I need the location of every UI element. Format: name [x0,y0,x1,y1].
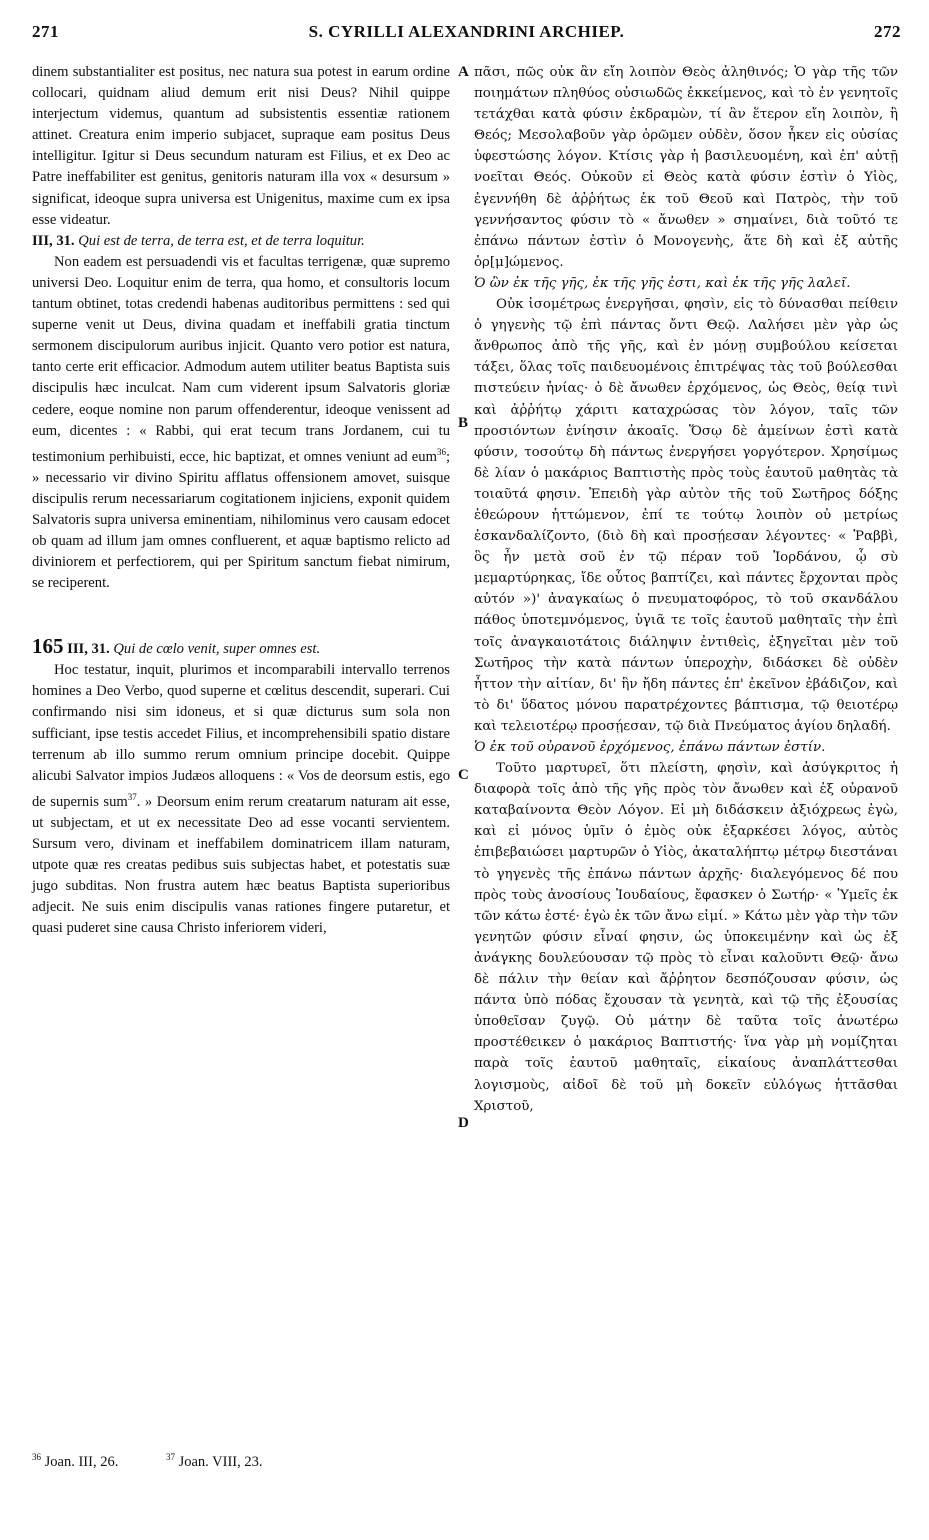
latin-paragraph-3-cont: . » Deorsum enim rerum creatarum naturam ait esse, ut subjectam, et ut ex necessitate Deo ad esse vocanti servientem. Sursum vero, divinam et ineffabilem dominatricem illam naturam, utpote quæ res creatas pedibus suis subjectas habet, et potestatis suæ jugo subditas. Non frustra autem hæc beatus Baptista superioribus adjecit. Ne suis enim discipulis vanas rationes fingere putaretur, et quasi puderet sine causa Christo inferiorem videri, [32,793,450,937]
page-number-left: 271 [32,22,59,41]
margin-letter-b: B [458,415,469,431]
latin-heading-1-ref: III, 31. [32,232,75,249]
footnote-36-text: Joan. III, 26. [44,1453,119,1470]
latin-heading-1 [32,231,450,252]
margin-letter-d: D [458,1115,469,1131]
latin-heading-1-text: Qui est de terra, de terra est, et de terra loquitur. [78,232,365,249]
greek-paragraph-3: Τοῦτο μαρτυρεῖ, ὅτι πλείστη, φησὶν, καὶ ἀσύγκριτος ἡ διαφορὰ τοῖς ἀπὸ τῆς γῆς πρὸς τὸν ἄνωθεν καὶ ἐξ οὐρανοῦ καταβαίνοντα Θεὸν Λόγον. Εἰ μὴ διδάσκειν ἀξιόχρεως ἐγὼ, καὶ εἰ μόνος ὑμῖν ὁ ἐμὸς οὐκ ἐξαρκέσει λόγος, αὐτὸς ἐπιβεβαιώσει μαρτυρῶν ὁ Υἱὸς, ἀκαταλήπτῳ μέτρῳ διεστάναι τὸ γηγενὲς τῆς ἐπάνω πάντων ἀρχῆς· διαλεγόμενος δέ που πρὸς τοὺς ἀνοσίους Ἰουδαίους, ἔφασκεν ὁ Σωτήρ· « Ὑμεῖς ἐκ τῶν κάτω ἐστέ· ἐγὼ ἐκ τῶν ἄνω εἰμί. » Κάτω μὲν γὰρ τὴν τῶν γενητῶν φύσιν εἶναί φησιν, ὡς ὑποκειμένην καὶ ὡς ἐξ ἀνάγκης δουλεύουσαν τῷ πρὸς τὸ εἶναι καλοῦντι Θεῷ· ἄνω δὲ πάλιν τὴν θείαν καὶ ἄῤῥητον δεσπόζουσαν φύσιν, ὡς πάντα ὑπὸ πόδας ἔχουσαν τὰ γενητὰ, καὶ τῷ τῆς ἐξουσίας ὑποθεῖσαν ζυγῷ. Οὐ μάτην δὲ ταῦτα τοῖς ἀνωτέρω προστέθεικεν ὁ μακάριος Βαπτιστής· ἵνα γὰρ μὴ νομίζηται παρὰ τοῖς ἑαυτοῦ μαθηταῖς, εἰκαίους ἀναπλάττεσθαι λογισμοὺς, αἰδοῖ δὲ τοῦ μὴ δοκεῖν εὐλόγως ἡττᾶσθαι Χριστοῦ, [474,761,898,1114]
latin-heading-2 [32,636,450,660]
running-title: S. CYRILLI ALEXANDRINI ARCHIEP. [308,22,625,41]
latin-paragraph-1: dinem substantialiter est positus, nec natura sua potest in earum ordine collocari, quidnam aliud demum erit nisi Deus? Nihil quippe interjectum videmus, quantum ad subsistentis essentiæ rationem attinet. Creatura enim imperio subjacet, supraque eam positus Deus intelligitur. Igitur si Deus secundum naturam est Filius, et ex Deo ac Patre ineffabiliter est genitus, genitoris naturam illa vox « desursum » significat, ideoque supra universa est Unigenitus, maxime cum ex ipsa esse videatur. [32,64,450,228]
section-gap [32,594,450,636]
latin-paragraph-3-text: Hoc testatur, inquit, plurimos et incomparabili intervallo terrenos homines a Deo Verbo, quod superne et cœlitus descendit, superari. Cui confirmando nisi sim idoneus, et si quæ dicturus sum sola non sufficiant, ipse testis accedet Filius, et incomprehensibili spatio distare terrenum ab illo summo rerum omnium principe docebit. Quippe alicubi Salvator impios Judæos alloquens : « Vos de deorsum estis, ego de supernis sum [32,662,450,810]
latin-paragraph-2 [32,252,450,594]
footnote-36-number: 36 [32,1452,41,1462]
greek-heading-1: Ὁ ὢν ἐκ τῆς γῆς, ἐκ τῆς γῆς ἐστι, καὶ ἐκ τῆς γῆς λαλεῖ. [474,275,851,291]
page-number-right: 272 [874,22,901,41]
footnote-37-text: Joan. VIII, 23. [178,1453,263,1470]
footnote-37 [166,1454,285,1470]
latin-heading-2-ref: III, 31. [67,641,110,658]
page-header [32,22,901,50]
greek-paragraph-2: Οὐκ ἰσομέτρως ἐνεργῆσαι, φησὶν, εἰς τὸ δύνασθαι πείθειν ὁ γηγενὴς τῷ ἐπὶ πάντας ὄντι Θεῷ. Λαλήσει μὲν γὰρ ὡς ἄνθρωπος ἀπὸ τῆς γῆς, καὶ ἐν μόνῃ συμβούλου κείσεται τάξει, ὅλας τοῖς παιδευομένοις ἐπιτρέψας τὰς τοῦ βούλεσθαι πιστεύειν ἡνίας· ὁ δὲ ἄνωθεν ἐρχόμενος, ὡς Θεὸς, θείᾳ τινὶ καὶ ἀῤῥήτῳ χάριτι καταχρώσας τὸν λόγον, ταῖς τῶν προσιόντων ἐνίησιν ἀκοαῖς. Ὅσῳ δὲ ἀμείνων ἐστὶ κατὰ φύσιν, τοσούτῳ δὴ πάντως ἐνεργήσει γοργότερον. Χρησίμως δὲ λίαν ὁ μακάριος Βαπτιστὴς πρὸς τοὺς ἑαυτοῦ μαθητὰς τὰ τοιαῦτά φησιν. Ἐπειδὴ γὰρ αὐτὸν τῆς τοῦ Σωτῆρος δόξης ἑθεώρουν ἡττώμενον, ἐπί τε τούτῳ λοιπὸν οὐ μετρίως ἐσκανδαλίζοντο, (διὸ δὴ καὶ προσῄεσαν λέγοντες· « Ῥαββὶ, ὃς ἦν μετὰ σοῦ ἐν τῷ πέραν τοῦ Ἰορδάνου, ᾧ σὺ μεμαρτύρηκας, ἴδε οὗτος βαπτίζει, καὶ πάντες ἔρχονται πρὸς αὐτόν »)' ἀναγκαίως ὁ πνευματοφόρος, τὸ τοῦ σκανδάλου πάθος ὑποτεμνόμενος, ὑγιᾶ τε τοῖς ἑαυτοῦ μαθηταῖς τὴν ἐπὶ τοῖς ἀναγκαιοτάτοις διάληψιν ἐντιθεὶς, ἐξηγεῖται μὲν τοῦ Σωτῆρος τὴν κατὰ πάντων ὑπεροχὴν, διδάσκει δὲ οὐδὲν ἧττον τὴν αἰτίαν, δι' ἣν ἤδη πάντες ἐπ' ἐκεῖνον ἐβάδιζον, καὶ τὸ δι' ὕδατος μόνου παρατρέχοντες βάπτισμα, τῷ θειοτέρῳ καὶ τελειοτέρῳ προσῄεσαν, τῷ διὰ Πνεύματος ἁγίου δηλαδή. [474,297,898,734]
greek-column [474,62,898,1117]
latin-paragraph-2-text: Non eadem est persuadendi vis et facultas terrigenæ, quæ supremo universi Deo. Loquitur enim de terra, qua homo, et consultoris locum tantum obtinet, totas credendi habenas auditoribus permittens : sed qui superne venit ut Deus, divina quadam et ineffabili gratia tinctum sermonem discipulorum auribus injicit. Quanto vero potior est natura, tanto certe erit efficacior. Admodum autem utiliter beatus Baptista suis discipulis hæc inculcat. Nam cum viderent ipsum Salvatoris gloriæ cedere, eoque nomine non parum offenderentur, ideoque venissent ad eum, dicentes : « Rabbi, qui erat tecum trans Jordanem, cui tu testimonium perhibuisti, ecce, hic baptizat, et omnes veniunt ad eum [32,253,450,465]
latin-paragraph-3 [32,660,450,939]
section-number: 165 [32,634,64,659]
footnote-37-number: 37 [165,1452,175,1462]
latin-heading-2-text: Qui de cœlo venit, super omnes est. [113,641,321,658]
footnote-36 [32,1454,140,1470]
margin-letter-c: C [458,767,469,783]
footnotes [32,1452,306,1471]
footnote-ref-37: 37 [127,791,137,802]
greek-heading-2: Ὁ ἐκ τοῦ οὐρανοῦ ἐρχόμενος, ἐπάνω πάντων ἐστίν. [474,740,826,755]
greek-paragraph-1: πᾶσι, πῶς οὐκ ἂν εἴη λοιπὸν Θεὸς ἀληθινός; Ὁ γὰρ τῆς τῶν ποιημάτων πληθύος οὐσιωδῶς ἐκκείμενος, καὶ τὸ ἐν γενητοῖς τετάχθαι κατὰ φύσιν ἐκδραμὼν, τί ἂν ἕτερον εἴη λοιπὸν, ἢ Θεός; Μεσολαβοῦν γὰρ ὁρῶμεν οὐδὲν, ὅσον ἧκεν εἰς οὐσίας ὑφεστώσης λόγον. Κτίσις γὰρ ἡ βασιλευομένη, καὶ ἐπ' αὐτῇ νοεῖται Θεός. Οὐκοῦν εἰ Θεὸς κατὰ φύσιν ἐστὶν ὁ Υἱὸς, ἐγεννήθη δὲ ἀῤῥήτως ἐκ τοῦ Θεοῦ καὶ Πατρὸς, τὴν τοῦ γεννήσαντος φύσιν τὸ « ἄνωθεν » σημαίνει, διὰ τοῦτό τε ἐπάνω πάντων ἐστὶν ὁ Μονογενὴς, ἅτε δὴ καὶ ἐξ αὐτῆς ὁρ[μ]ώμενος. [474,65,898,270]
latin-paragraph-2-cont: ; » necessario vir divino Spiritu afflatus offensionem amovet, suisque discipulis rerum necessariarum cogitationem injiciens, exponit quidem Salvatoris supra universa eminentiam, nihilominus vero causam edocet ob quam ad illum jam omnes confluerent, et aquæ baptismo relicto ad diviniorem et perfectiorem, qui per Spiritum sanctum fiebat nimirum, se reciperent. [32,448,450,592]
latin-column [32,62,450,939]
margin-letter-a: A [458,64,469,80]
footnote-ref-36: 36 [436,446,446,457]
